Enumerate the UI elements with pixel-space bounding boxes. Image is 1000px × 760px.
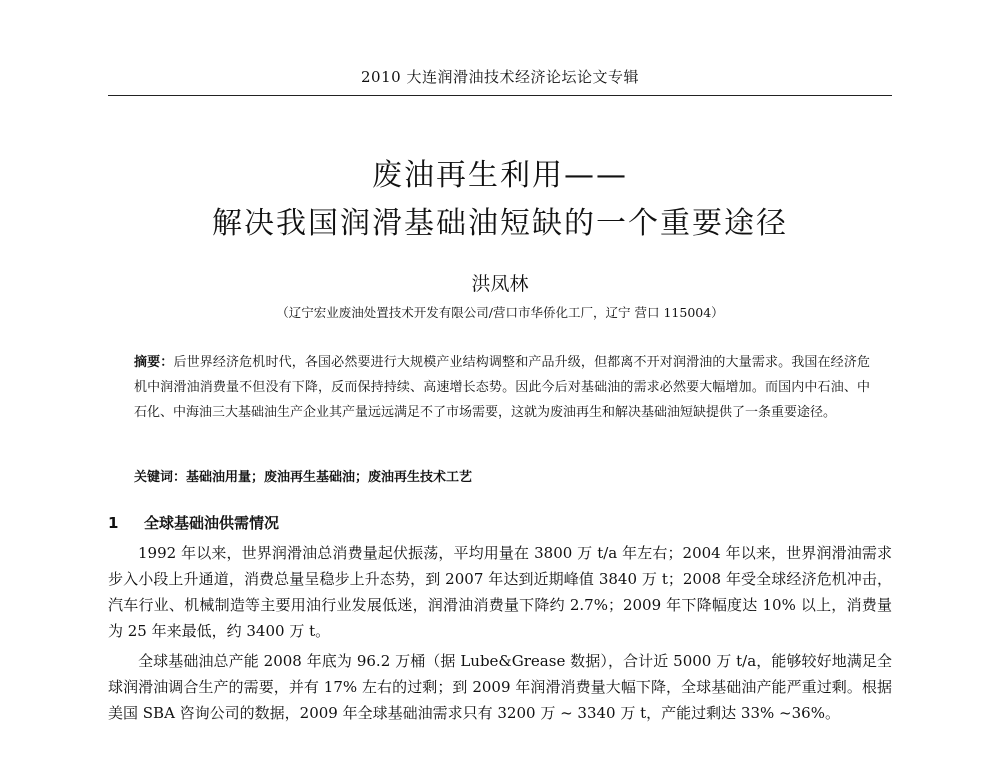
body-paragraph-2 [108, 648, 892, 726]
body-paragraph-1 [108, 540, 892, 644]
keywords-label: 关键词： [134, 470, 187, 485]
body-paragraph-1-text: 1992 年以来，世界润滑油总消费量起伏振荡，平均用量在 3800 万 t/a 年左右；2004 年以来，世界润滑油需求步入小段上升通道，消费总量呈稳步上升态势，到 2007 年达到近期峰值 3840 万 t；2008 年受全球经济危机冲击，汽车行业、机械制造等主要用油行业发展低迷，润滑油消费量下降约 2.7%；2009 年下降幅度达 10% 以上，消费量为 25 年来最低，约 3400 万 t。 [108, 544, 892, 640]
body-paragraph-2-text: 全球基础油总产能 2008 年底为 96.2 万桶（据 Lube&Grease 数据），合计近 5000 万 t/a，能够较好地满足全球润滑油调合生产的需要，并有 17% 左右的过剩；到 2009 年润滑消费量大幅下降，全球基础油产能严重过剩。根据美国 SBA 咨询公司的数据，2009 年全球基础油需求只有 3200 万 ~ 3340 万 t，产能过剩达 33% ~36%。 [108, 652, 892, 722]
abstract [134, 350, 870, 425]
article-title-line-1: 废油再生利用—— [372, 158, 628, 193]
section-number: 1 [108, 514, 119, 532]
keywords [134, 466, 870, 485]
abstract-label: 摘要： [134, 355, 174, 370]
article-title-line-2: 解决我国润滑基础油短缺的一个重要途径 [212, 206, 788, 241]
running-header: 2010 大连润滑油技术经济论坛论文专辑 [361, 68, 639, 86]
abstract-text: 后世界经济危机时代，各国必然要进行大规模产业结构调整和产品升级，但都离不开对润滑油的大量需求。我国在经济危机中润滑油消费量不但没有下降，反而保持持续、高速增长态势。因此今后对基础油的需求必然要大幅增加。而国内中石油、中石化、中海油三大基础油生产企业其产量远远满足不了市场需要，这就为废油再生和解决基础油短缺提供了一条重要途径。 [134, 355, 870, 420]
section-heading [108, 512, 279, 533]
section-title: 全球基础油供需情况 [144, 514, 280, 532]
author-name: 洪凤林 [471, 273, 529, 295]
author-affiliation: （辽宁宏业废油处置技术开发有限公司/营口市华侨化工厂，辽宁 营口 115004） [276, 305, 724, 320]
keywords-text: 基础油用量；废油再生基础油；废油再生技术工艺 [186, 470, 473, 485]
header-rule [108, 95, 892, 96]
